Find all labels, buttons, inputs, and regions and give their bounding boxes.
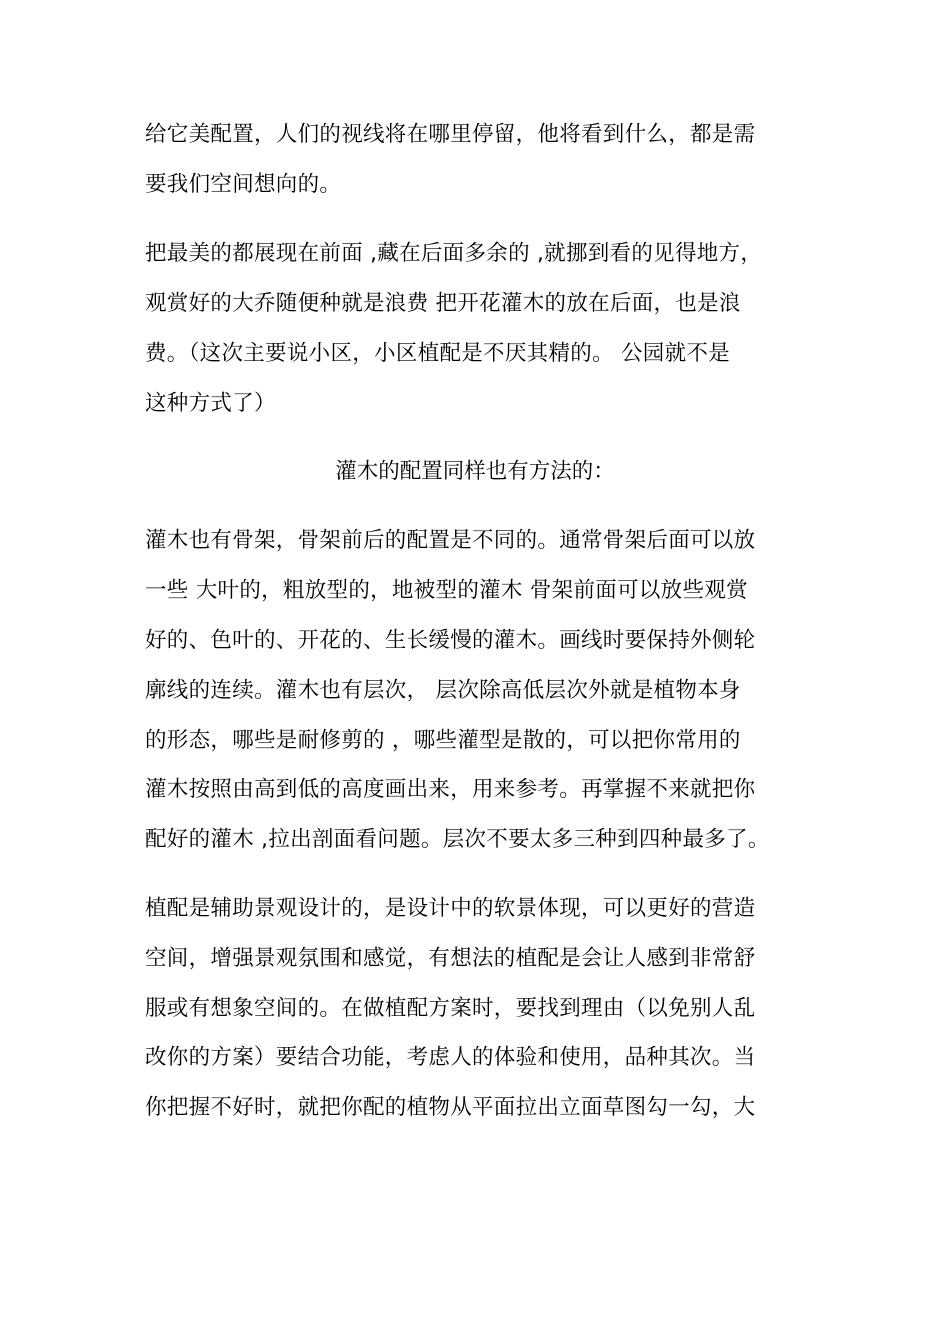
paragraph-5-line-5: 你把握不好时，就把你配的植物从平面拉出立面草图勾一勾，大 [145, 1095, 756, 1120]
paragraph-1-line-2: 要我们空间想向的。 [145, 172, 342, 197]
paragraph-5-line-4: 改你的方案）要结合功能，考虑人的体验和使用，品种其次。当 [145, 1045, 756, 1070]
paragraph-1-line-1: 给它美配置，人们的视线将在哪里停留，他将看到什么，都是需 [145, 122, 756, 147]
paragraph-4-line-1: 灌木也有骨架，骨架前后的配置是不同的。通常骨架后面可以放 [145, 528, 756, 553]
paragraph-4-line-5: 的形态，哪些是耐修剪的 ，哪些灌型是散的，可以把你常用的 [145, 728, 741, 753]
paragraph-2-line-1: 把最美的都展现在前面 ,藏在后面多余的 ,就挪到看的见得地方， [145, 241, 763, 266]
paragraph-4-line-7: 配好的灌木 ,拉出剖面看问题。层次不要太多三种到四种最多了。 [145, 827, 770, 852]
paragraph-2-line-4: 这种方式了） [145, 391, 276, 416]
paragraph-4-line-3: 好的、色叶的、开花的、生长缓慢的灌木。画线时要保持外侧轮 [145, 628, 756, 653]
paragraph-5-line-2: 空间，增强景观氛围和感觉，有想法的植配是会让人感到非常舒 [145, 946, 756, 971]
section-heading: 灌木的配置同样也有方法的： [335, 459, 615, 484]
paragraph-4-line-2: 一些 大叶的，粗放型的，地被型的灌木 骨架前面可以放些观赏 [145, 578, 748, 603]
paragraph-5-line-3: 服或有想象空间的。在做植配方案时，要找到理由（以免别人乱 [145, 996, 756, 1021]
paragraph-5-line-1: 植配是辅助景观设计的，是设计中的软景体现，可以更好的营造 [145, 896, 756, 921]
paragraph-2-line-3: 费。（这次主要说小区，小区植配是不厌其精的。 公园就不是 [145, 341, 730, 366]
paragraph-2-line-2: 观赏好的大乔随便种就是浪费 把开花灌木的放在后面，也是浪 [145, 291, 741, 316]
paragraph-4-line-4: 廓线的连续。灌木也有层次， 层次除高低层次外就是植物本身 [145, 678, 741, 703]
paragraph-4-line-6: 灌木按照由高到低的高度画出来，用来参考。再掌握不来就把你 [145, 777, 756, 802]
